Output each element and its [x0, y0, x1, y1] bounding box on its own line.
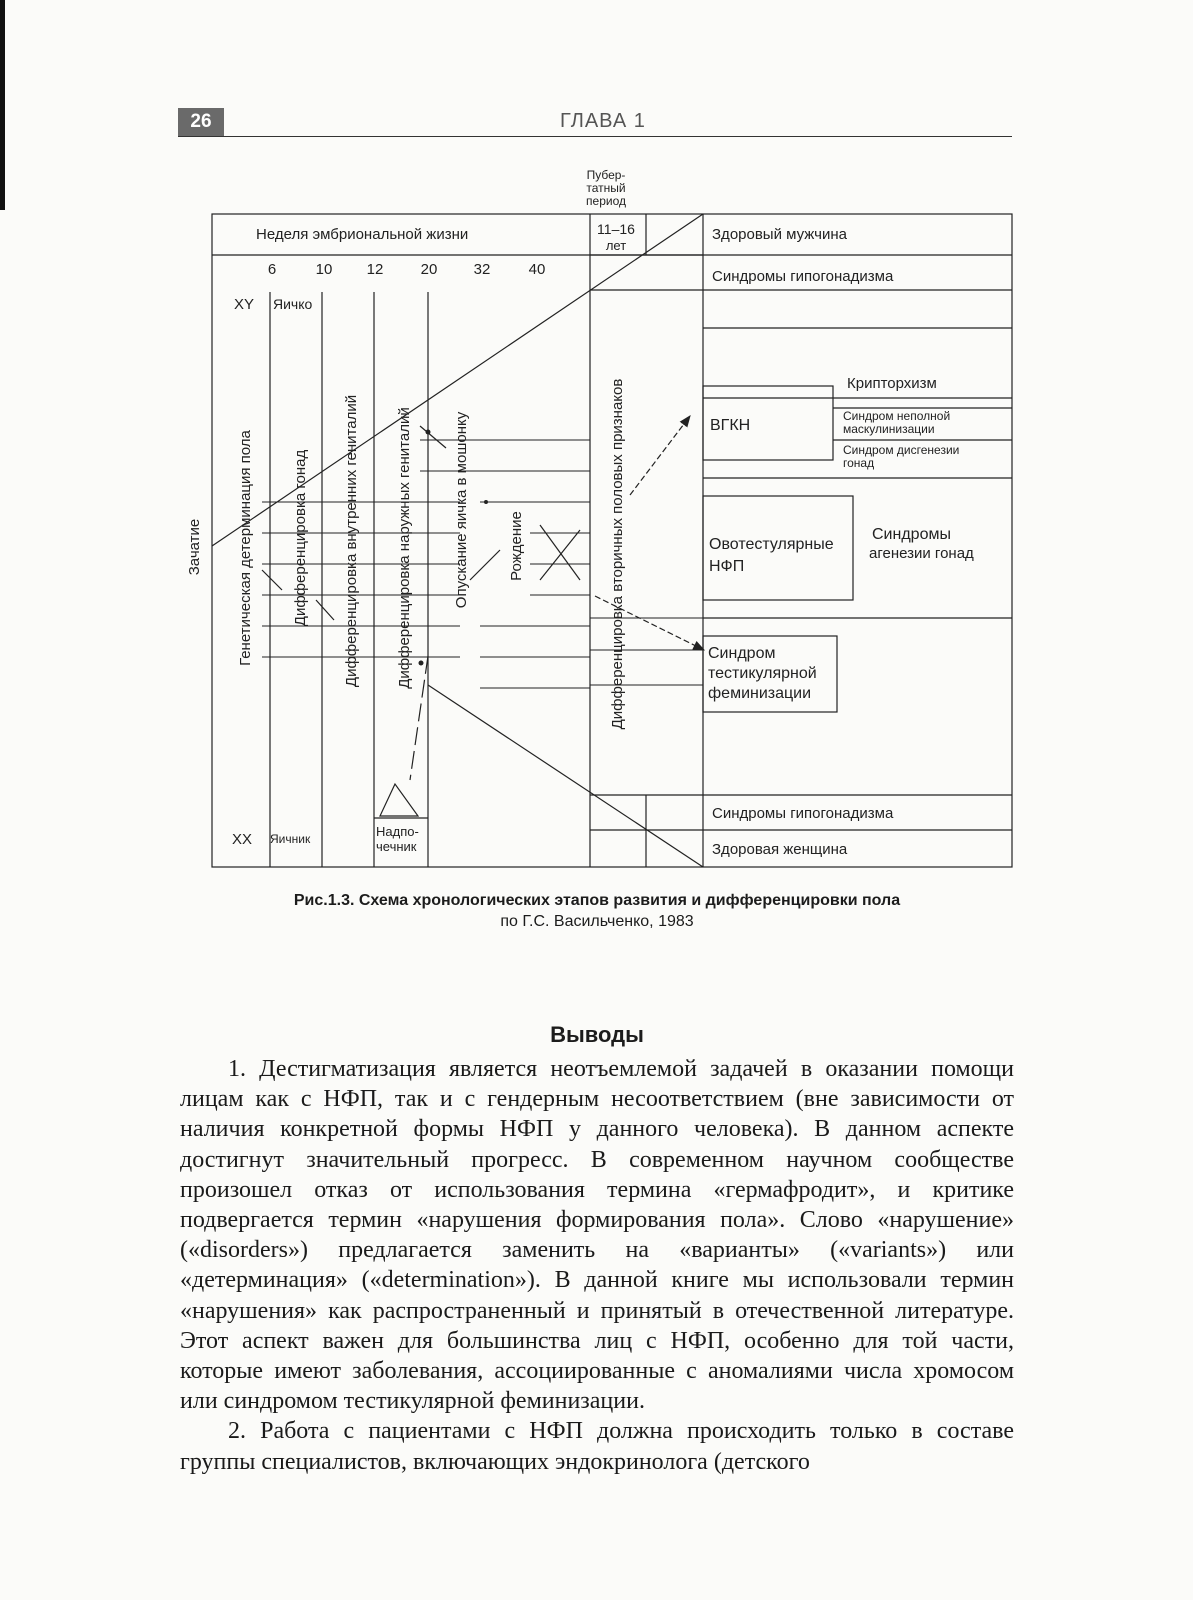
stage-birth: Рождение — [508, 511, 525, 581]
week-10: 10 — [315, 261, 333, 278]
stage-external: Дифференцировка наружных гениталий — [396, 407, 413, 689]
week-12: 12 — [366, 261, 384, 278]
week-20: 20 — [420, 261, 438, 278]
tick-grid — [262, 440, 703, 688]
stage-genetic: Генетическая детерминация пола — [237, 430, 254, 666]
healthy-female: Здоровая женщина — [712, 841, 848, 858]
incomplete-masc-1: Синдром неполной — [843, 409, 951, 423]
week-40: 40 — [528, 261, 546, 278]
stage-internal: Дифференцировка внутренних гениталий — [343, 394, 360, 688]
gonadal-dysgenesis-1: Синдром дисгенезии — [843, 443, 960, 457]
adrenal-label-2: чечник — [376, 839, 417, 854]
hypogonadism-top: Синдромы гипогонадизма — [712, 268, 894, 285]
stage-secondary: Дифференцировка вторичных половых признаков — [609, 378, 626, 730]
gonadal-agenesis-1: Синдромы — [872, 526, 951, 543]
gonadal-agenesis-2: агенезии гонад — [869, 545, 974, 562]
caption-title: Рис.1.3. Схема хронологических этапов развития и дифференцировки пола — [293, 892, 901, 909]
hypogonadism-bottom: Синдромы гипогонадизма — [712, 805, 894, 822]
paragraph-2: 2. Работа с пациентами с НФП должна происходить только в составе группы специалистов, включающих эндокринолога (детского — [180, 1418, 1014, 1475]
xx-label: XX — [232, 831, 253, 848]
adrenal-triangle-icon — [380, 784, 418, 816]
ovotesticular-1: Овотестулярные — [709, 536, 834, 553]
adrenal-label-1: Надпо- — [376, 824, 419, 839]
running-head: ГЛАВА 1 — [560, 110, 646, 132]
xy-label: XY — [234, 296, 255, 313]
conception-label: Зачатие — [186, 518, 203, 576]
body-text — [180, 1054, 1014, 1477]
healthy-male: Здоровый мужчина — [712, 226, 847, 243]
testicular-fem-3: феминизации — [708, 685, 812, 702]
week-6: 6 — [267, 261, 277, 278]
page-number: 26 — [178, 108, 224, 136]
testicular-fem-2: тестикулярной — [708, 665, 817, 682]
female-diagonal — [428, 685, 703, 867]
puberty-label-1: Пубер- — [586, 168, 626, 182]
puberty-age-2: лет — [605, 238, 627, 253]
testicular-fem-1: Синдром — [708, 645, 776, 662]
caption-source: по Г.С. Васильченко, 1983 — [500, 913, 694, 930]
vgkn-label: ВГКН — [710, 417, 751, 434]
section-title: Выводы — [550, 1022, 644, 1047]
paragraph-1: 1. Дестигматизация является неотъемлемой задачей в оказании помощи лицам как с НФП, так и с гендерным несоответствием (вне зависимости от наличия конкретной формы НФП у данного человека). В данном аспекте достигнут значительный прогресс. В современном научном сообществе произошел отказ от использования термина «гермафродит», и критике подвергается термин «нарушения формирования пола». Слово «нарушение» («disorders») предлагается заменить на «варианты» («variants») или «детерминация» («determination»). В данной книге мы использовали термин «нарушения» как распространенный и принятый в отечественной литературе. Этот аспект важен для большинства лиц с НФП, особенно для той части, которые имеют заболевания, ассоциированные с аномалиями числа хромосом или синдромом тестикулярной феминизации. — [180, 1056, 1014, 1415]
week-32: 32 — [473, 261, 491, 278]
stage-gonads: Дифференцировка гонад — [292, 449, 309, 627]
puberty-label-2: татный — [586, 181, 626, 195]
ovary-label: Яичник — [270, 832, 311, 846]
cryptorchidism: Крипторхизм — [847, 375, 937, 392]
incomplete-masc-2: маскулинизации — [843, 422, 935, 436]
testis-label: Яичко — [273, 296, 313, 312]
ovotesticular-2: НФП — [709, 558, 745, 575]
puberty-age-1: 11–16 — [597, 221, 635, 237]
gonadal-dysgenesis-2: гонад — [843, 456, 875, 470]
stage-descent: Опускание яичка в мошонку — [453, 411, 470, 609]
figure-caption — [180, 890, 1014, 932]
arrow-to-vgkn — [630, 416, 690, 495]
puberty-label-3: период — [586, 194, 626, 208]
week-header: Неделя эмбриональной жизни — [256, 226, 469, 243]
